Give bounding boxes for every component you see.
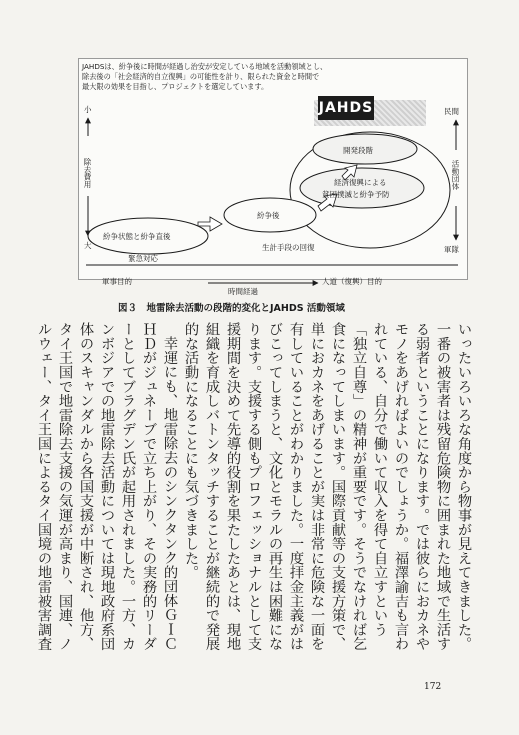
lead-line: JAHDSは、紛争後に時間が経過し治安が安定している地域を活動領域とし、 <box>82 62 328 71</box>
bottom-axis-left: 軍事目的 <box>102 277 132 286</box>
stage-postwar: 紛争後 <box>257 211 280 220</box>
right-axis-label: 活動団体 <box>451 160 460 190</box>
stage-development: 開発段階 <box>343 146 373 155</box>
label-livelihood: 生計手段の回復 <box>262 243 315 252</box>
bottom-axis-right: 人道（復興）目的 <box>322 277 382 286</box>
label-emergency: 緊急対応 <box>128 254 158 263</box>
body-text <box>36 322 474 662</box>
recovery-ellipse <box>300 168 424 208</box>
left-axis-label: 除去費用 <box>83 158 92 188</box>
left-axis-bottom-label: 大 <box>84 241 92 250</box>
bottom-axis-label: 時間経過 <box>228 287 258 296</box>
jahds-logo: JAHDS <box>318 96 374 120</box>
stage-conflict: 紛争状態と紛争直後 <box>103 232 171 241</box>
lead-line: 除去後の「社会経済的自立復興」の可能性を計り、限られた資金と時間で <box>82 72 320 81</box>
paragraph: いったいろいろな角度から物事が見えてきました。一番の被害者は残留危険物に囲まれた地域で生活する弱者ということになります。では彼らにおカネやモノをあげればよいのでしょうか。福澤諭吉も言われている、自分で働いて収入を得て自立すという「独立自尊」の精神が重要です。そうでなければ乞食になってしまいます。国際貢献等の支援方策で、単におカネをあげることが実は非常に危険な一面を有していることがわかりました。一度拝金主義がはびこってしまうと、文化とモラルの再生は困難になります。支援する側もプロフェッショナルとして支援期間を決めて先導的役割を果たしたあとは、現地組織を育成しバトンタッチすることが継続的で発展的な活動になることにも気づきました。 <box>183 322 472 651</box>
right-axis-bottom-label: 軍隊 <box>444 245 459 254</box>
stage-recovery-line2: 貧困撲滅と紛争予防 <box>322 190 390 199</box>
stage-recovery-line1: 経済復興による <box>334 178 387 187</box>
paragraph: 幸運にも、地雷除去のシンクタンク的団体ＧＩＣＨＤがジュネーブで立ち上がり、その実務的リーダーとしてブラグデン氏が起用されました。一方、カンボジアでの地雷除去活動については現地政府系団体のスキャンダルから各国支援が中断され、他方、タイ王国で地雷除去支援の気運が高まり、国連、ノルウェー、タイ王国によるタイ国境の地雷被害調査 <box>36 322 178 651</box>
figure-caption: 図３ 地雷除去活動の段階的変化とJAHDS 活動領域 <box>118 303 345 314</box>
lead-line: 最大限の効果を目指し、プロジェクトを選定しています。 <box>82 82 269 91</box>
right-axis-top-label: 民間 <box>444 107 459 116</box>
page-number: 172 <box>424 682 442 692</box>
left-axis-top-label: 小 <box>84 105 92 114</box>
